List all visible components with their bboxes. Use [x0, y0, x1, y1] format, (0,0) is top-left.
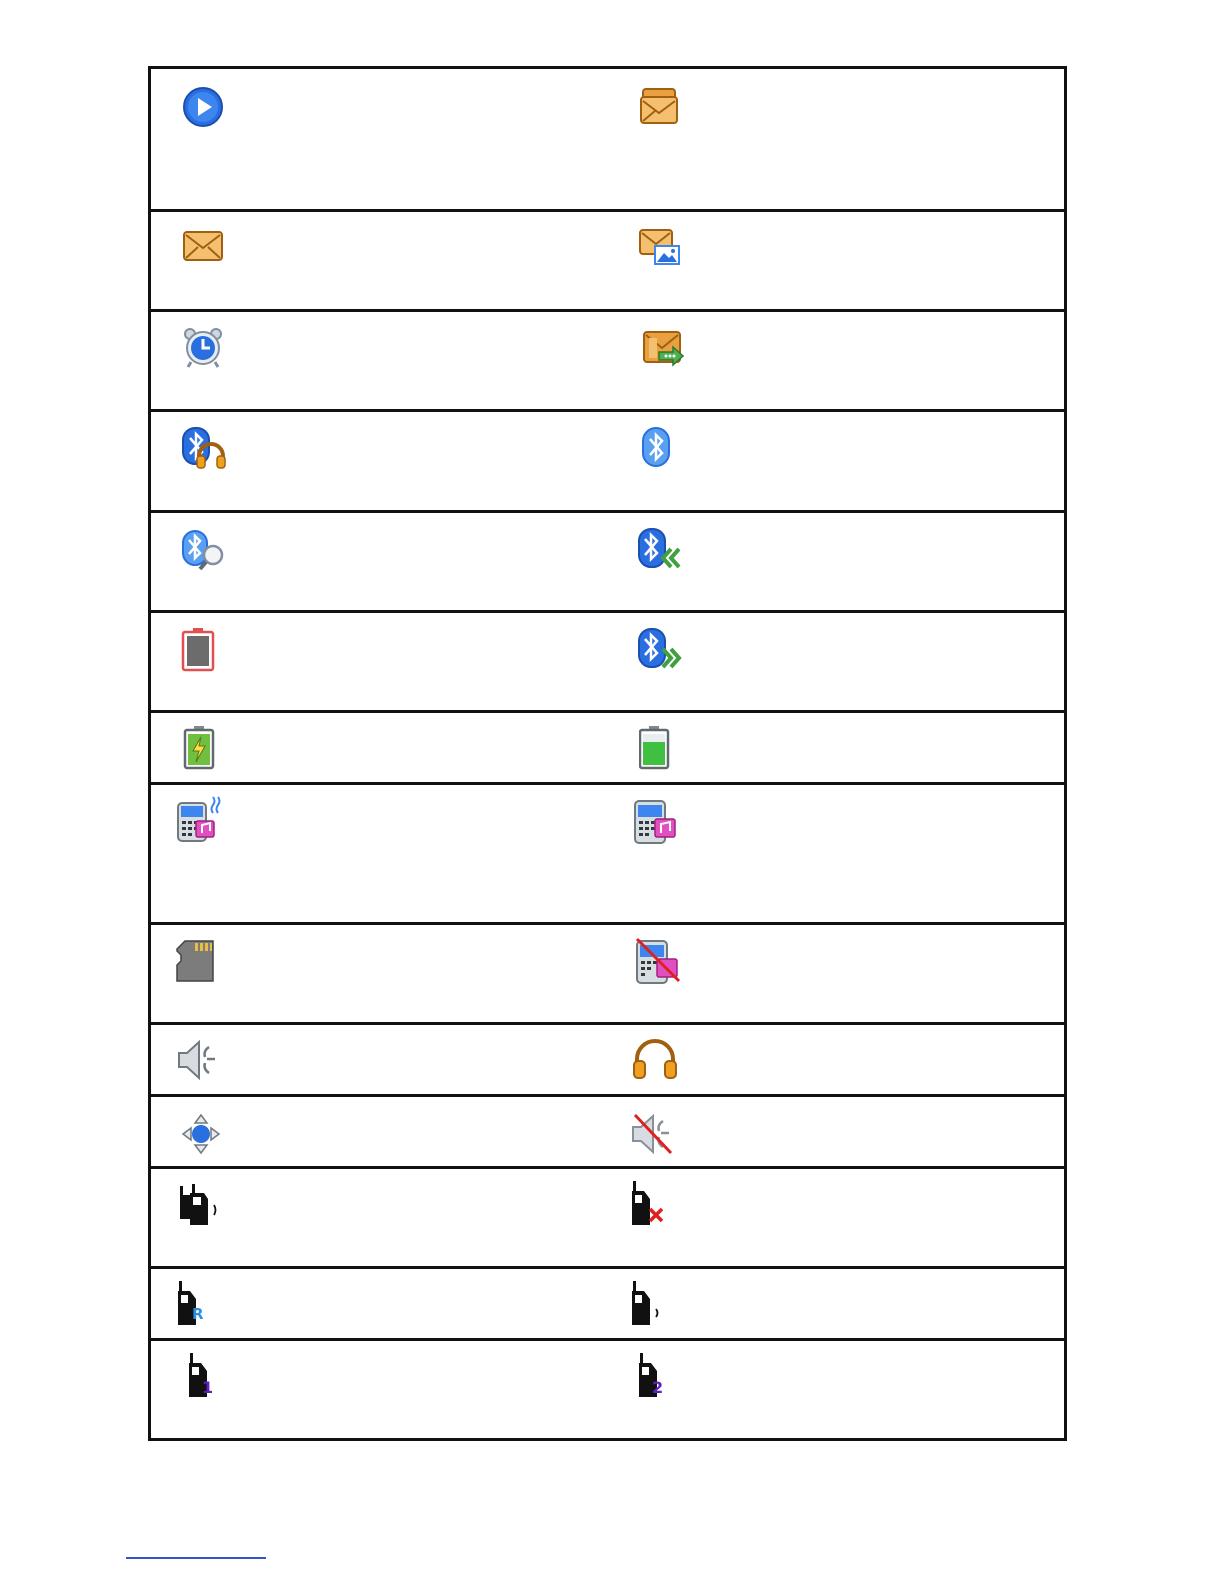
- phone-music-off-icon: [635, 937, 683, 985]
- table-row: [151, 610, 1064, 710]
- table-cell: [151, 412, 608, 510]
- speaker-muted-icon: [629, 1111, 677, 1159]
- alarm-clock-icon: [181, 326, 229, 374]
- table-cell: [151, 312, 608, 409]
- phone-no-signal-icon: [630, 1179, 678, 1227]
- table-cell: [151, 1269, 608, 1338]
- dual-phone-ring-icon: [178, 1181, 226, 1229]
- table-cell: [151, 1097, 608, 1166]
- table-cell: [151, 1025, 608, 1094]
- navigation-key-icon: [181, 1111, 229, 1159]
- table-cell: [151, 925, 608, 1022]
- table-cell: [608, 785, 1065, 922]
- table-row: [151, 1166, 1064, 1266]
- table-cell: [151, 69, 608, 209]
- battery-empty-icon: [181, 627, 229, 675]
- table-cell: [151, 513, 608, 610]
- phone-ring-icon: [630, 1279, 678, 1327]
- icon-table: [148, 66, 1067, 1441]
- phone-sim2-icon: [637, 1351, 685, 1399]
- table-cell: [151, 1341, 608, 1438]
- phone-roaming-icon: [176, 1279, 224, 1327]
- phone-music-vibrate-icon: [176, 795, 224, 843]
- headphones-icon: [631, 1035, 679, 1083]
- table-cell: [608, 925, 1065, 1022]
- table-cell: [608, 1169, 1065, 1266]
- table-cell: [151, 212, 608, 309]
- table-cell: [608, 412, 1065, 510]
- speaker-icon: [175, 1037, 223, 1085]
- table-cell: [151, 613, 608, 710]
- table-cell: [608, 1269, 1065, 1338]
- table-row: [151, 1022, 1064, 1094]
- table-cell: [151, 1169, 608, 1266]
- table-cell: [608, 1097, 1065, 1166]
- bluetooth-icon: [639, 426, 687, 474]
- footer-rule: [126, 1557, 266, 1559]
- phone-sim1-icon: [187, 1351, 235, 1399]
- table-row: [151, 922, 1064, 1022]
- table-row: [151, 782, 1064, 922]
- svg-text:R: R: [192, 1305, 204, 1323]
- svg-text:1: 1: [202, 1378, 214, 1397]
- table-cell: [608, 513, 1065, 610]
- table-cell: [608, 312, 1065, 409]
- battery-full-icon: [639, 725, 687, 773]
- battery-charging-icon: [183, 725, 231, 773]
- table-cell: [608, 613, 1065, 710]
- bluetooth-receive-icon: [637, 527, 685, 575]
- table-row: [151, 1338, 1064, 1438]
- table-cell: [151, 713, 608, 782]
- table-row: [151, 309, 1064, 409]
- play-icon: [181, 85, 229, 133]
- table-cell: [608, 69, 1065, 209]
- table-row: [151, 69, 1064, 209]
- table-row: [151, 1094, 1064, 1166]
- table-cell: [608, 212, 1065, 309]
- mms-picture-icon: [637, 226, 685, 274]
- bluetooth-send-icon: [637, 627, 685, 675]
- svg-text:2: 2: [651, 1378, 663, 1397]
- message-send-icon: [641, 326, 689, 374]
- phone-music-icon: [633, 797, 681, 845]
- table-cell: [608, 1341, 1065, 1438]
- table-cell: [608, 1025, 1065, 1094]
- table-row: [151, 510, 1064, 610]
- table-row: [151, 710, 1064, 782]
- table-cell: [151, 785, 608, 922]
- table-row: [151, 1266, 1064, 1338]
- memory-card-icon: [175, 937, 223, 985]
- bluetooth-headset-icon: [181, 426, 229, 474]
- bluetooth-search-icon: [181, 527, 229, 575]
- envelope-icon: [181, 226, 229, 274]
- table-row: [151, 409, 1064, 510]
- table-row: [151, 209, 1064, 309]
- message-stack-icon: [637, 85, 685, 133]
- table-cell: [608, 713, 1065, 782]
